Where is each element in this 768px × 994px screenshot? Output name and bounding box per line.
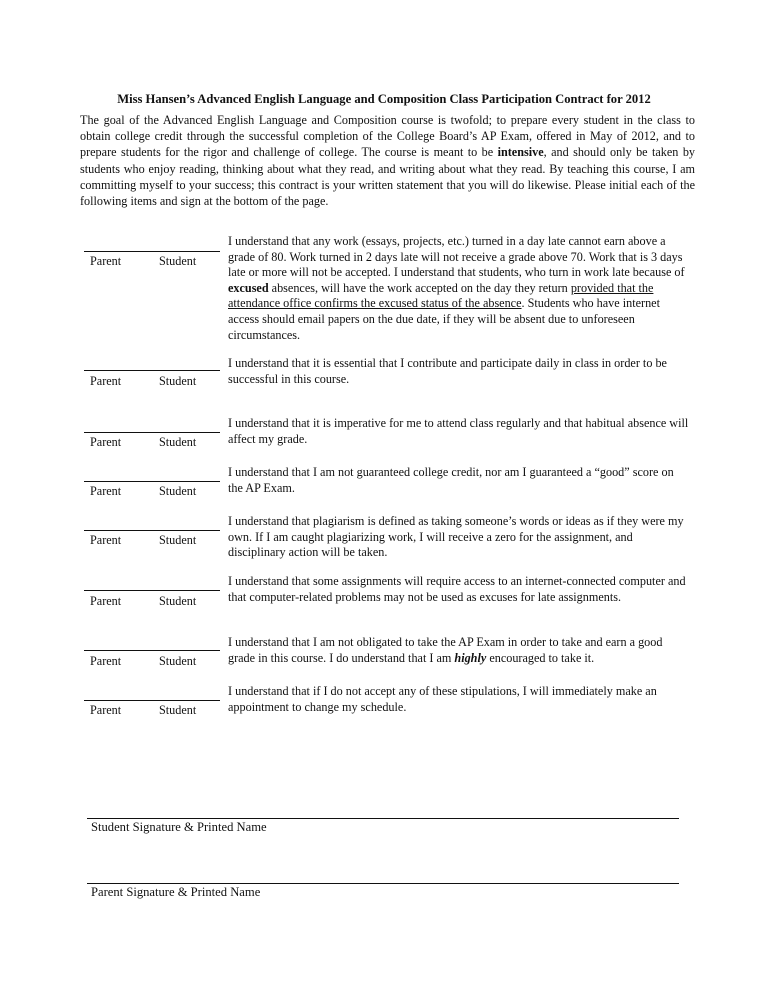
student-label-1: Student xyxy=(159,254,197,268)
item-text-1 xyxy=(228,234,690,343)
item-7-emphasis: highly xyxy=(454,650,487,665)
parent-signature-label: Parent Signature & Printed Name xyxy=(91,885,261,899)
document-title: Miss Hansen’s Advanced English Language and Composition Class Participation Contract for 2012 xyxy=(117,92,651,106)
intro-text-part1: The goal of the Advanced English Language and Composition course is twofold; to prepare every student in the class to obtain college credit through the successful completion of the College Board’s AP Exam, offered in May of 2012, and to prepare students for the rigor and challenge of college. The course is meant to be xyxy=(80,113,695,160)
student-label-3: Student xyxy=(159,435,197,449)
item-7-text-a: I understand that I am not obligated to take the AP Exam in order to take and earn a good grade in this course. I do understand that I am xyxy=(228,635,663,665)
item-text-6: I understand that some assignments will require access to an internet-connected computer and that computer-related problems may not be used as excuses for late assignments. xyxy=(228,574,686,604)
item-7-text-b: encouraged to take it. xyxy=(486,650,595,665)
intro-bold-word: intensive xyxy=(497,145,544,160)
item-1-text-b: absences, will have the work accepted on the day they return xyxy=(268,280,571,295)
student-label-4: Student xyxy=(159,484,197,498)
item-text-7 xyxy=(228,635,690,666)
intro-text-part2: , and should only be taken by students who enjoy reading, thinking about what they read, and writing about what they read. By teaching this course, I am committing myself to your success; this contract is your written statement that you will do likewise. Please initial each of the following items and sign at the bottom of the page. xyxy=(80,145,696,209)
parent-label-2: Parent xyxy=(90,374,122,388)
initial-line-6[interactable] xyxy=(84,590,220,591)
item-1-text-c: . Students who have internet access should email papers on the due date, if they will be absent due to unforeseen circumstances. xyxy=(228,296,660,342)
item-1-bold: excused xyxy=(228,280,269,295)
student-label-2: Student xyxy=(159,374,197,388)
initial-line-7[interactable] xyxy=(84,650,220,651)
initial-line-5[interactable] xyxy=(84,530,220,531)
initial-line-2[interactable] xyxy=(84,370,220,371)
initial-line-3[interactable] xyxy=(84,432,220,433)
item-text-3: I understand that it is imperative for me to attend class regularly and that habitual absence will affect my grade. xyxy=(228,416,689,446)
initial-line-1[interactable] xyxy=(84,251,220,252)
parent-label-7: Parent xyxy=(90,654,122,668)
parent-label-4: Parent xyxy=(90,484,122,498)
student-signature-label: Student Signature & Printed Name xyxy=(91,820,267,834)
parent-label-1: Parent xyxy=(90,254,122,268)
parent-label-3: Parent xyxy=(90,435,122,449)
initial-line-4[interactable] xyxy=(84,481,220,482)
item-1-text-a: I understand that any work (essays, projects, etc.) turned in a day late cannot earn above a grade of 80. Work turned in 2 days late will not receive a grade above 70. Work that is 3 days late or more will not be accepted. I understand that students, who turn in work late because of xyxy=(228,234,685,280)
student-label-5: Student xyxy=(159,533,197,547)
student-label-7: Student xyxy=(159,654,197,668)
parent-label-8: Parent xyxy=(90,703,122,717)
item-text-2: I understand that it is essential that I contribute and participate daily in class in order to be successful in this course. xyxy=(228,356,667,386)
item-text-4: I understand that I am not guaranteed college credit, nor am I guaranteed a “good” score on the AP Exam. xyxy=(228,465,674,495)
parent-label-6: Parent xyxy=(90,594,122,608)
initial-line-8[interactable] xyxy=(84,700,220,701)
item-text-5: I understand that plagiarism is defined as taking someone’s words or ideas as if they were my own. If I am caught plagiarizing work, I will receive a zero for the assignment, and disciplinary action will be taken. xyxy=(228,514,684,560)
student-label-6: Student xyxy=(159,594,197,608)
parent-label-5: Parent xyxy=(90,533,122,547)
intro-paragraph xyxy=(80,112,695,209)
student-label-8: Student xyxy=(159,703,197,717)
item-1-underlined: provided that the attendance office confirms the excused status of the absence xyxy=(228,280,654,311)
item-text-8: I understand that if I do not accept any of these stipulations, I will immediately make an appointment to change my schedule. xyxy=(228,684,657,714)
